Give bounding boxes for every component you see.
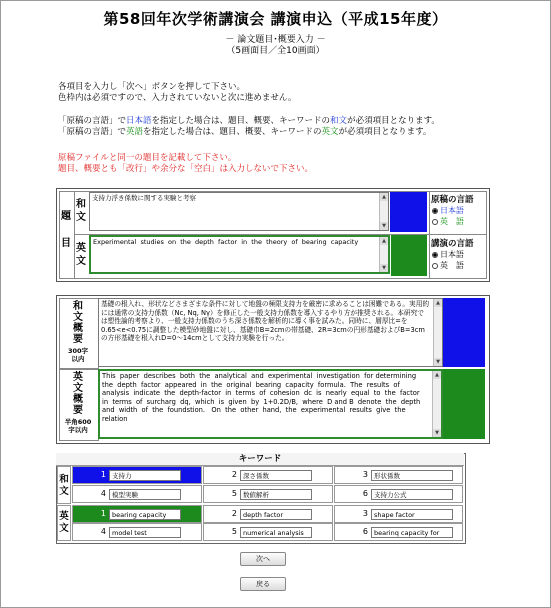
manuscript-language-label: 原稿の言語 [431,195,474,205]
abstract-en-textarea[interactable]: This paper describes both the analytical and experimental investigation for determining the depth factor appeared in the original bearing capacity formula. The results of analysis indicate the depth-factor in terms of cohesion dc is nearly equal to the factor in terms of surcharg dq, which is given by 1+0.2D/B, where D and B denote the depth and width of the foundstion. On the other hand, the experimental results give the relation ▲ ▼ [98,369,443,439]
abstract-jp-label-4: 要 [73,334,83,345]
warning-line-2: 題目、概要とも「改行」や余分な「空白」は入力しないで下さい。 [58,164,314,174]
keyword-jp-input-6[interactable]: 支持力公式 [371,489,453,500]
page-title: 第58回年次学術講演会 講演申込（平成15年度） [103,10,448,28]
manuscript-radio-english[interactable]: 英 語 [432,217,464,227]
title-label-1: 題 [61,211,71,222]
abstract-jp-label-1: 和 [73,301,83,312]
abstract-jp-scrollbar[interactable] [433,299,442,366]
keyword-jp-input-3[interactable]: 形状係数 [371,470,453,481]
title-en-scrollbar[interactable] [379,237,388,272]
title-label-2: 目 [61,238,71,249]
scroll-up-icon[interactable]: ▲ [380,237,388,245]
next-button[interactable]: 次へ [240,552,286,566]
abstract-en-label-3: 概 [73,394,83,405]
abstract-jp-label-2: 文 [73,312,83,323]
abstract-en-label-1: 英 [73,372,83,383]
keyword-en-input-5[interactable]: numerical analysis [240,527,312,538]
keywords-jp-label-cell [57,466,71,504]
page-subtitle [0,35,551,57]
title-jp-label-1: 和 [76,199,86,210]
title-en-textarea[interactable]: Experimental studies on the depth factor in the theory of bearing capacity ▲ ▼ [89,235,390,274]
abstract-jp-limit-1: 300字 [67,347,89,355]
lecture-radio-japanese[interactable]: 日本語 [432,250,464,260]
keywords-jp-label-2: 文 [59,486,69,497]
abstract-jp-label-3: 概 [73,323,83,334]
title-label-cell [59,191,75,279]
abstract-en-limit-2: 字以内 [68,426,88,434]
title-en-label-2: 文 [76,256,86,267]
instruction-line-4: 「原稿の言語」で英語を指定した場合は、題目、概要、キーワードの英文が必須項目となります。 [58,127,432,137]
scroll-down-icon[interactable]: ▼ [380,264,388,272]
keyword-number: 3 [362,470,368,479]
radio-unchecked-icon[interactable] [432,263,438,269]
required-marker-blue [390,192,427,232]
required-marker-green [391,235,427,276]
keyword-en-input-1[interactable]: bearing capacity [109,509,181,520]
keyword-number: 6 [362,489,368,498]
radio-unchecked-icon[interactable] [432,219,438,225]
scroll-down-icon[interactable]: ▼ [433,429,441,437]
required-marker-green [443,369,485,439]
keyword-number: 2 [231,509,237,518]
keyword-number: 6 [362,527,368,536]
keyword-number: 5 [231,527,237,536]
keyword-number: 1 [100,470,106,479]
abstract-jp-textarea[interactable]: 基礎の根入れ、形状などさまざまな条件に対して地盤の極限支持力を厳密に求めることは困難である。実用的には通常の支持力係数（Nc, Nq, Nγ）を修正した一般支持力係数を導入するやり方が推奨される。本研究では塑性論的考察より、一般支持力係数のうち深さ係数を解析的に導く事を試みた。同時に、層厚比=を0.65<e<0.75に調整した模型砂地盤に対し、基礎巾B=2cmの帯基礎、2R=3cmの円形基礎およびB=3cmの方形基礎を根入れD=0～14cmとして支持力実験を行った。 ▲ ▼ [98,298,443,367]
required-marker-blue [443,298,485,367]
back-button[interactable]: 戻る [240,577,286,591]
scroll-up-icon[interactable]: ▲ [380,193,388,201]
scroll-down-icon[interactable]: ▼ [434,358,442,366]
scroll-up-icon[interactable]: ▲ [433,371,441,379]
title-jp-label-2: 文 [76,212,86,223]
keyword-en-input-4[interactable]: model test [109,527,181,538]
keyword-number: 3 [362,509,368,518]
scroll-up-icon[interactable]: ▲ [434,299,442,307]
keyword-number: 5 [231,489,237,498]
keyword-number: 4 [100,527,106,536]
keyword-en-input-6[interactable]: bearinq capacity for [371,527,453,538]
section-subtitle: － 論文題目･概要入力 － [225,35,326,45]
abstract-en-label-2: 文 [73,383,83,394]
keyword-jp-input-2[interactable]: 深さ係数 [240,470,312,481]
keyword-en-input-2[interactable]: depth factor [240,509,312,520]
instruction-line-1: 各項目を入力し「次へ」ボタンを押して下さい。 [58,82,246,92]
keywords-en-label-2: 文 [59,523,69,534]
keyword-jp-input-1[interactable]: 支持力 [109,470,181,481]
radio-checked-icon[interactable] [432,252,438,258]
abstract-en-scrollbar[interactable] [432,371,441,437]
title-en-label-1: 英 [76,243,86,254]
keyword-number: 4 [100,489,106,498]
scroll-down-icon[interactable]: ▼ [380,222,388,230]
warning-line-1: 原稿ファイルと同一の題目を記載して下さい。 [58,153,237,163]
keywords-jp-label-1: 和 [59,474,69,485]
lecture-language-label: 講演の言語 [431,239,474,249]
title-jp-scrollbar[interactable] [379,193,388,230]
abstract-jp-limit-2: 以内 [71,355,85,363]
keyword-jp-input-4[interactable]: 模型実験 [109,489,181,500]
title-jp-textarea[interactable]: 支持力浮き係数に関する実験と考察 ▲ ▼ [89,192,389,231]
instruction-line-3: 「原稿の言語」で日本語を指定した場合は、題目、概要、キーワードの和文が必須項目となります。 [58,116,440,126]
keyword-jp-input-5[interactable]: 数値解析 [240,489,312,500]
keywords-en-label-1: 英 [59,511,69,522]
lecture-radio-english[interactable]: 英 語 [432,261,464,271]
manuscript-radio-japanese[interactable]: 日本語 [432,206,464,216]
keyword-en-input-3[interactable]: shape factor [371,509,453,520]
abstract-en-label-4: 要 [73,405,83,416]
keywords-header: キーワード [56,453,464,466]
page-indicator: （5画面目／全10画面） [226,46,325,56]
radio-checked-icon[interactable] [432,208,438,214]
keyword-number: 2 [231,470,237,479]
keyword-number: 1 [100,509,106,518]
instruction-line-2: 色枠内は必須ですので、入力されていないと次に進めません。 [58,93,297,103]
abstract-en-limit-1: 半角600 [64,418,92,426]
